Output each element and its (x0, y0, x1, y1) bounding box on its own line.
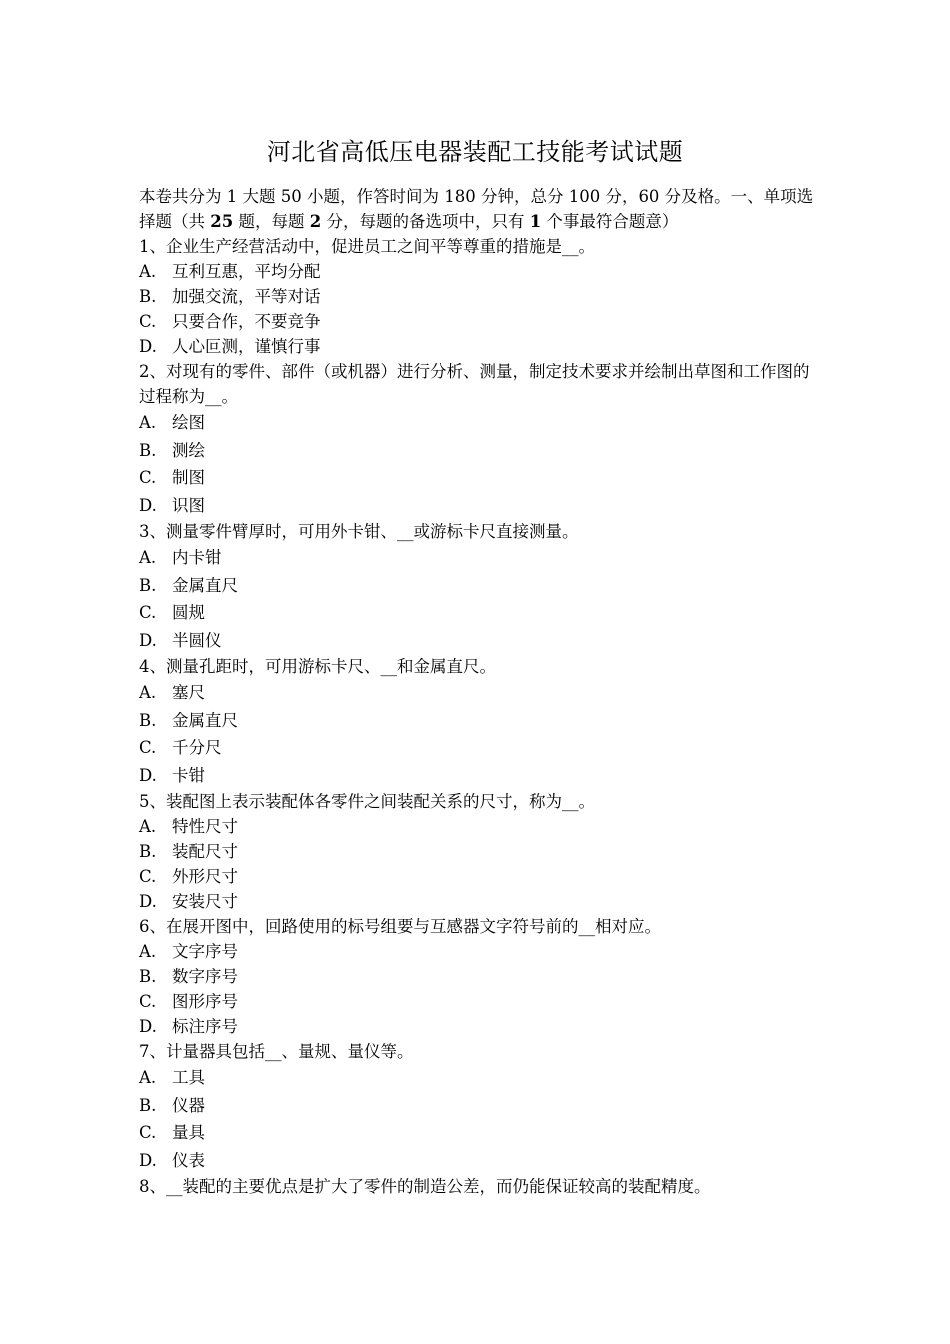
option-text: 测绘 (172, 440, 205, 460)
option-letter: A. (139, 413, 157, 432)
option-text: 仪器 (172, 1095, 205, 1115)
intro-points: 2 (309, 212, 322, 231)
option-text: 标注序号 (172, 1017, 238, 1036)
option-letter: D. (139, 630, 157, 650)
option-c (139, 599, 819, 627)
document-body (139, 184, 819, 1199)
option-d (139, 334, 819, 359)
intro-text-2: 题，每题 (233, 212, 310, 231)
option-a (139, 409, 819, 437)
option-letter: C. (139, 1123, 157, 1142)
intro-text-3: 分，每题的备选项中，只有 (321, 212, 530, 231)
option-d (139, 627, 819, 655)
option-letter: D. (139, 1017, 157, 1036)
intro-one: 1 (529, 212, 542, 231)
question-5 (139, 789, 819, 914)
option-letter: A. (139, 817, 157, 836)
question-3 (139, 519, 819, 654)
option-d (139, 1147, 819, 1175)
option-a (139, 814, 819, 839)
question-2 (139, 359, 819, 519)
intro-question-count: 25 (210, 212, 234, 231)
option-c (139, 1119, 819, 1147)
option-d (139, 492, 819, 520)
option-b (139, 437, 819, 465)
option-letter: B. (139, 1095, 157, 1115)
option-a (139, 679, 819, 707)
option-d (139, 889, 819, 914)
exam-instructions (139, 184, 819, 234)
option-text: 绘图 (172, 413, 205, 432)
question-text: 1、企业生产经营活动中，促进员工之间平等尊重的措施是__。 (139, 237, 595, 256)
option-letter: B. (139, 287, 157, 306)
option-text: 加强交流，平等对话 (172, 287, 321, 306)
question-7 (139, 1039, 819, 1174)
option-text: 量具 (172, 1123, 205, 1142)
option-b (139, 1092, 819, 1120)
option-c (139, 864, 819, 889)
option-c (139, 734, 819, 762)
option-letter: A. (139, 683, 157, 702)
document-title: 河北省高低压电器装配工技能考试试题 (266, 138, 684, 166)
option-b (139, 839, 819, 864)
option-letter: D. (139, 1150, 157, 1170)
option-letter: A. (139, 1068, 157, 1087)
question-text: 2、对现有的零件、部件（或机器）进行分析、测量，制定技术要求并绘制出草图和工作图的过程称为__。 (139, 362, 810, 406)
option-text: 装配尺寸 (172, 842, 238, 861)
option-text: 金属直尺 (172, 710, 238, 730)
option-text: 工具 (172, 1068, 205, 1087)
option-a (139, 259, 819, 284)
option-letter: C. (139, 992, 157, 1011)
option-letter: D. (139, 765, 157, 785)
option-b (139, 284, 819, 309)
option-letter: C. (139, 738, 157, 757)
option-letter: A. (139, 548, 157, 567)
question-text: 7、计量器具包括__、量规、量仪等。 (139, 1042, 414, 1061)
option-text: 数字序号 (172, 967, 238, 986)
option-text: 卡钳 (172, 765, 205, 785)
question-1 (139, 234, 819, 359)
option-text: 安装尺寸 (172, 892, 238, 911)
option-letter: D. (139, 892, 157, 911)
option-letter: C. (139, 312, 157, 331)
option-letter: A. (139, 262, 157, 281)
option-a (139, 544, 819, 572)
intro-text-4: 个事最符合题意） (541, 212, 679, 231)
option-text: 制图 (172, 468, 205, 487)
question-4 (139, 654, 819, 789)
question-text: 6、在展开图中，回路使用的标号组要与互感器文字符号前的__相对应。 (139, 917, 661, 936)
option-c (139, 464, 819, 492)
option-b (139, 572, 819, 600)
option-letter: B. (139, 967, 157, 986)
option-letter: A. (139, 942, 157, 961)
option-text: 内卡钳 (172, 548, 222, 567)
question-8 (139, 1174, 819, 1199)
option-letter: B. (139, 842, 157, 861)
option-text: 人心叵测，谨慎行事 (172, 337, 321, 356)
option-text: 塞尺 (172, 683, 205, 702)
option-letter: D. (139, 495, 157, 515)
option-text: 特性尺寸 (172, 817, 238, 836)
option-text: 千分尺 (172, 738, 222, 757)
intro-text-1: 本卷共分为 1 大题 50 小题，作答时间为 180 分钟，总分 100 分，60 分及格。一、单项选择题（共 (139, 187, 814, 231)
option-letter: D. (139, 337, 157, 356)
option-text: 金属直尺 (172, 575, 238, 595)
option-text: 识图 (172, 495, 205, 515)
option-b (139, 964, 819, 989)
option-text: 仪表 (172, 1150, 205, 1170)
option-letter: B. (139, 710, 157, 730)
option-a (139, 939, 819, 964)
option-c (139, 309, 819, 334)
question-text: 3、测量零件臂厚时，可用外卡钳、__或游标卡尺直接测量。 (139, 522, 579, 541)
option-text: 外形尺寸 (172, 867, 238, 886)
option-d (139, 1014, 819, 1039)
option-text: 半圆仪 (172, 630, 222, 650)
option-text: 互利互惠，平均分配 (172, 262, 321, 281)
option-a (139, 1064, 819, 1092)
question-text: 4、测量孔距时，可用游标卡尺、__和金属直尺。 (139, 657, 496, 676)
option-b (139, 707, 819, 735)
question-text: 5、装配图上表示装配体各零件之间装配关系的尺寸，称为__。 (139, 792, 595, 811)
option-letter: C. (139, 603, 157, 622)
option-text: 图形序号 (172, 992, 238, 1011)
option-letter: C. (139, 867, 157, 886)
option-c (139, 989, 819, 1014)
option-text: 圆规 (172, 603, 205, 622)
question-text: 8、__装配的主要优点是扩大了零件的制造公差，而仍能保证较高的装配精度。 (139, 1177, 711, 1196)
question-6 (139, 914, 819, 1039)
option-letter: C. (139, 468, 157, 487)
option-d (139, 762, 819, 790)
option-letter: B. (139, 440, 157, 460)
option-text: 文字序号 (172, 942, 238, 961)
option-letter: B. (139, 575, 157, 595)
option-text: 只要合作，不要竞争 (172, 312, 321, 331)
